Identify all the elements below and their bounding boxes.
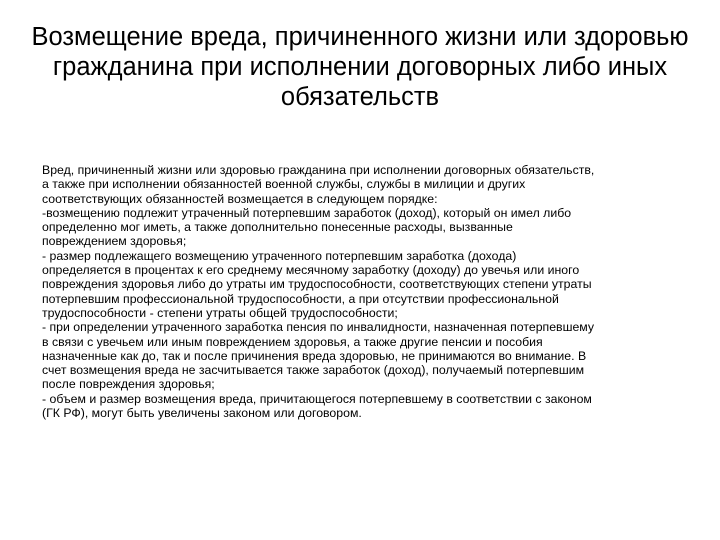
body-line: потерпевшим профессиональной трудоспособности, а при отсутствии профессиональной <box>42 291 559 306</box>
body-line: -возмещению подлежит утраченный потерпевшим заработок (доход), который он имел либо <box>42 205 572 220</box>
body-line: в связи с увечьем или иным повреждением здоровья, а также другие пенсии и пособия <box>42 334 543 349</box>
body-line: назначенные как до, так и после причинения вреда здоровью, не принимаются во внимание. В <box>42 348 587 363</box>
body-line: повреждением здоровья; <box>42 234 187 249</box>
body-line: трудоспособности - степени утраты общей трудоспособности; <box>42 305 398 320</box>
body-line: Вред, причиненный жизни или здоровью гражданина при исполнении договорных обязательств, <box>42 163 595 177</box>
body-line: определенно мог иметь, а также дополнительно понесенные расходы, вызванные <box>42 220 513 235</box>
body-line: - объем и размер возмещения вреда, причитающегося потерпевшему в соответствии с законом <box>42 391 592 406</box>
body-line: - при определении утраченного заработка пенсия по инвалидности, назначенная потерпевшему <box>42 320 595 335</box>
body-line: (ГК РФ), могут быть увеличены законом или договором. <box>42 406 362 421</box>
title-line: обязательств <box>280 83 440 111</box>
body-line: после повреждения здоровья; <box>42 377 215 392</box>
slide-title <box>30 22 690 112</box>
body-line: повреждения здоровья либо до утраты им трудоспособности, соответствующих степени утраты <box>42 277 592 292</box>
slide-body <box>42 163 692 420</box>
body-line: а также при исполнении обязанностей военной службы, службы в милиции и других <box>42 177 526 192</box>
body-line: определяется в процентах к его среднему месячному заработку (доходу) до увечья или иного <box>42 263 580 278</box>
body-line: соответствующих обязанностей возмещается в следующем порядке: <box>42 191 438 206</box>
title-line: гражданина при исполнении договорных либо иных <box>52 53 668 81</box>
body-line: - размер подлежащего возмещению утраченного потерпевшим заработка (дохода) <box>42 248 517 263</box>
title-line: Возмещение вреда, причиненного жизни или здоровью <box>31 23 689 51</box>
body-line: счет возмещения вреда не засчитывается также заработок (доход), получаемый потерпевшим <box>42 363 585 378</box>
